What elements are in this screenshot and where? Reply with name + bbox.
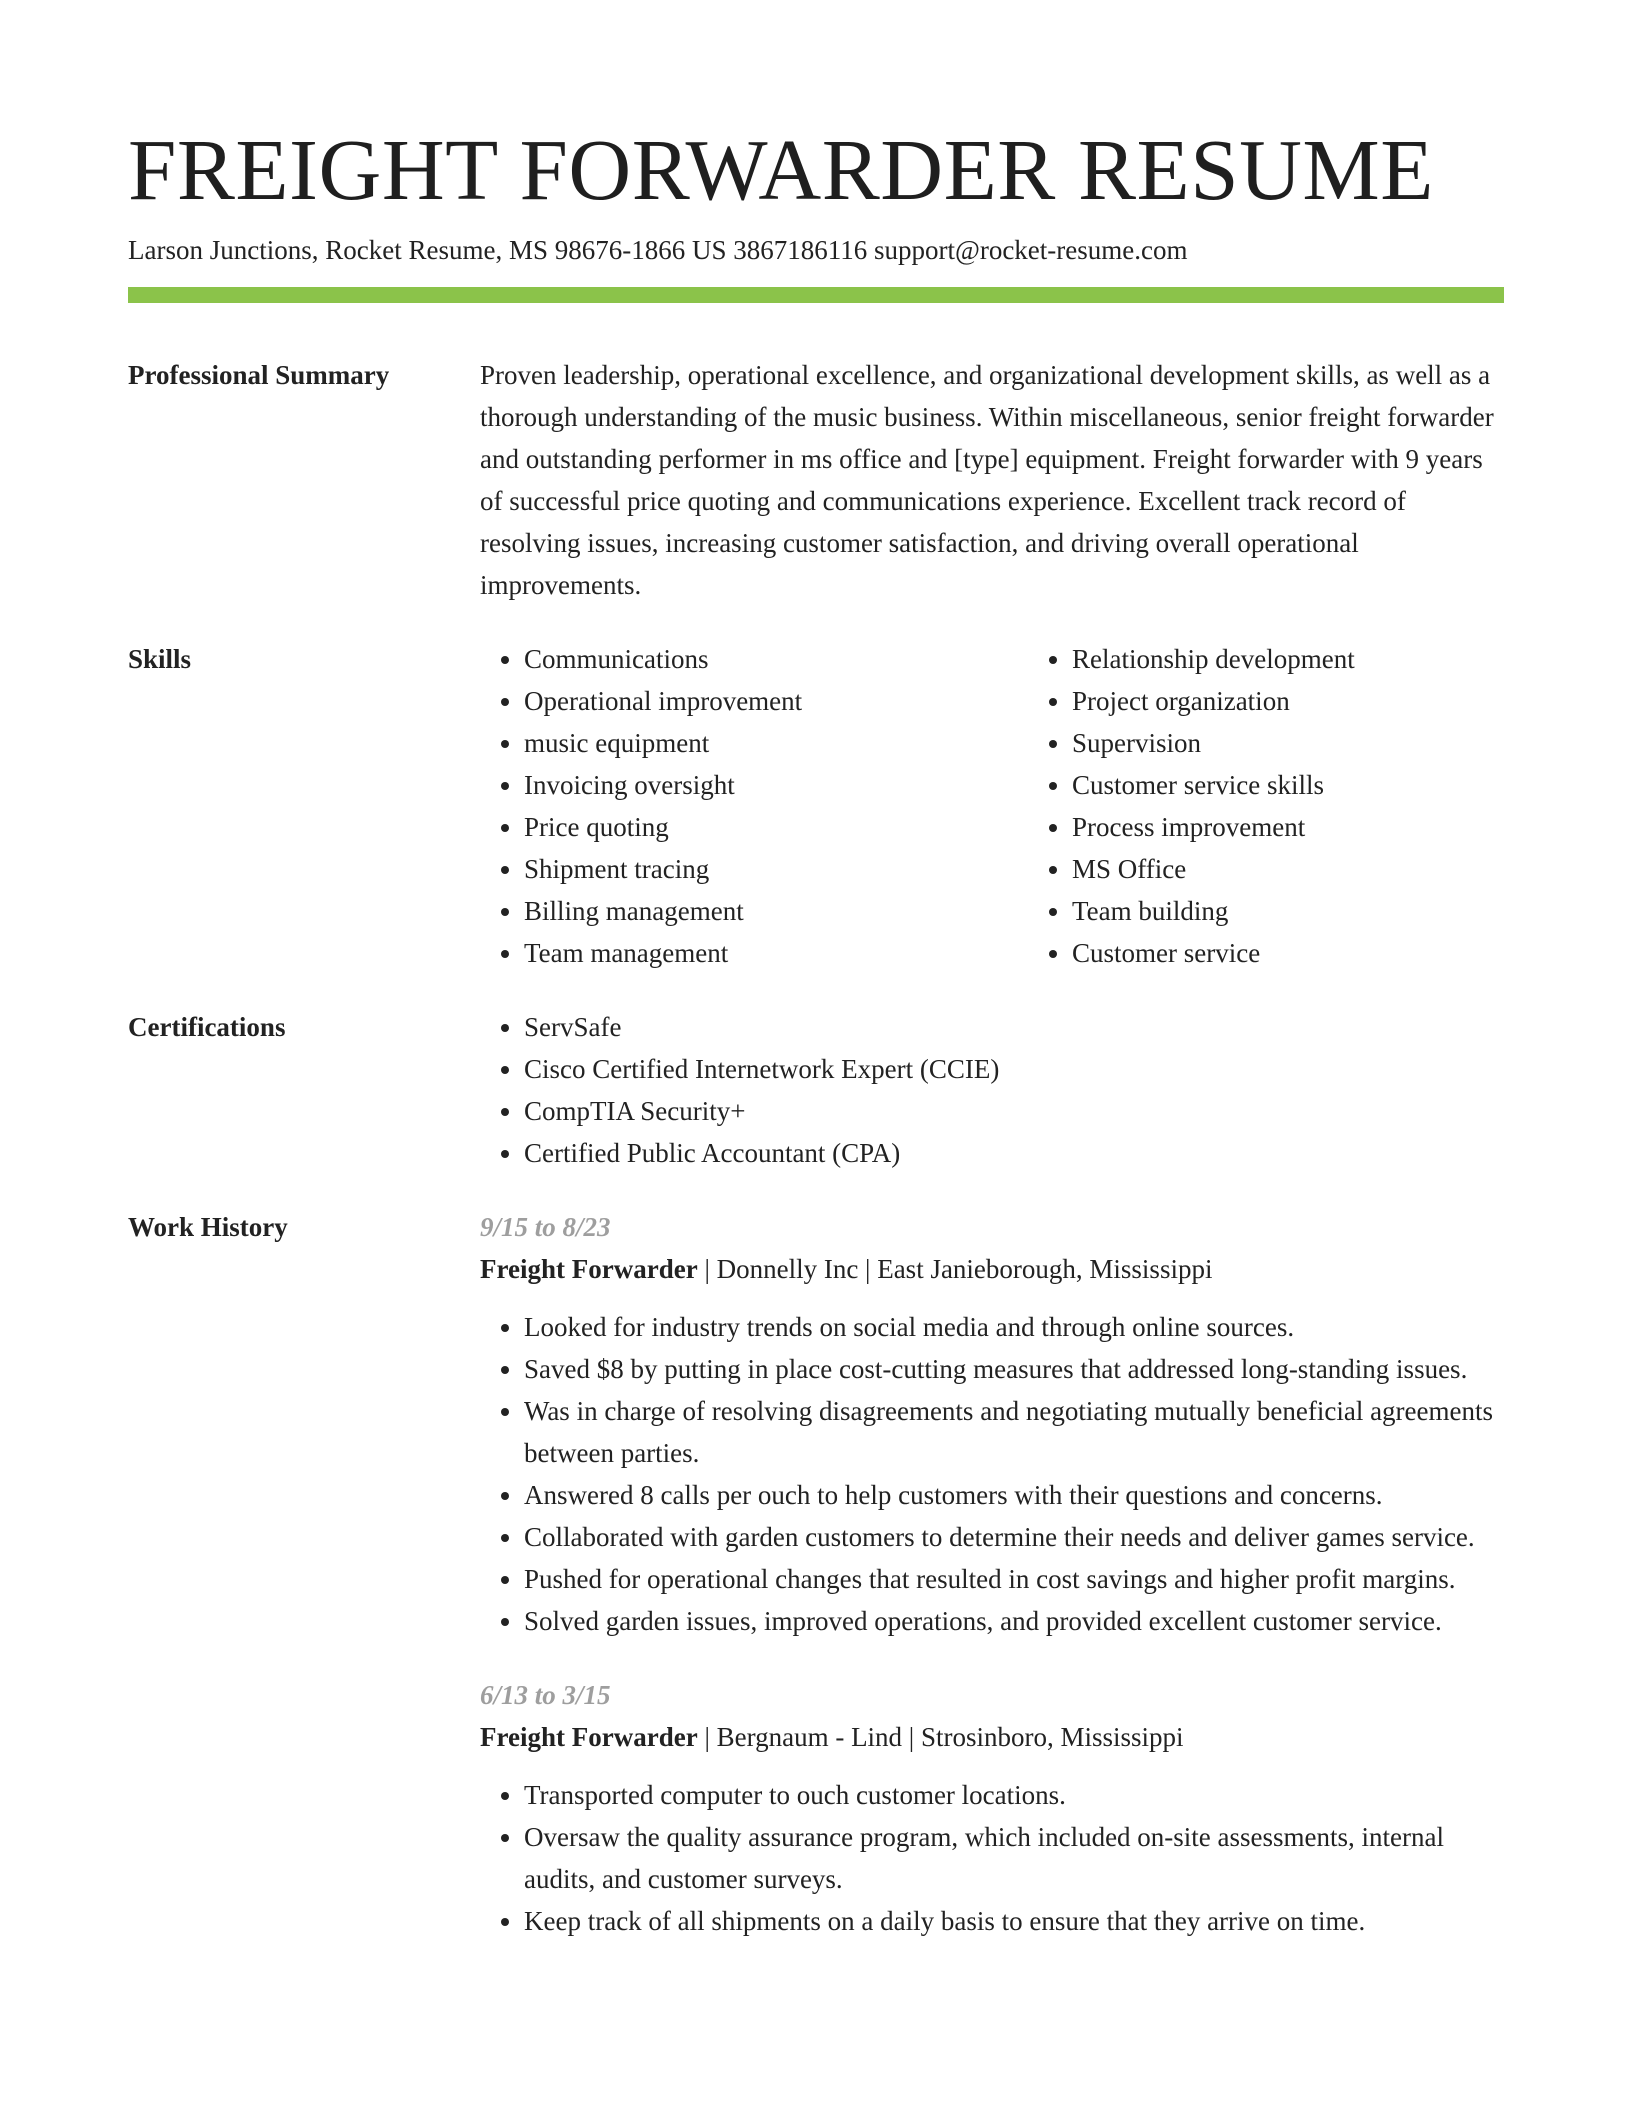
skill-item: • Shipment tracing [524, 848, 1028, 890]
job-bullets [480, 1774, 1504, 1942]
job-dates: 6/13 to 3/15 [480, 1680, 611, 1710]
certification-item: • Cisco Certified Internetwork Expert (CCIE) [524, 1048, 1504, 1090]
job-bullet: • Saved $8 by putting in place cost-cutting measures that addressed long-standing issues. [524, 1348, 1504, 1390]
skills-columns [480, 638, 1504, 974]
work-history-body [480, 1206, 1504, 1942]
certifications-list [480, 1006, 1504, 1174]
skill-item: • Invoicing oversight [524, 764, 1028, 806]
skill-item: • Team building [1072, 890, 1355, 932]
professional-summary-section [128, 354, 1504, 606]
skill-item: • Customer service [1072, 932, 1355, 974]
job-heading [480, 1248, 1504, 1290]
skill-item: • Price quoting [524, 806, 1028, 848]
job-bullet: • Pushed for operational changes that resulted in cost savings and higher profit margins. [524, 1558, 1504, 1600]
skill-item: • Operational improvement [524, 680, 1028, 722]
resume-page [128, 120, 1504, 1942]
skill-item: • Communications [524, 638, 1028, 680]
skill-item: • music equipment [524, 722, 1028, 764]
job-heading [480, 1716, 1504, 1758]
section-label-work-history: Work History [128, 1212, 288, 1242]
job-title: Freight Forwarder [480, 1254, 698, 1284]
skill-item: • Customer service skills [1072, 764, 1355, 806]
skills-section [128, 638, 1504, 974]
job-bullet: • Keep track of all shipments on a daily basis to ensure that they arrive on time. [524, 1900, 1504, 1942]
section-label-summary: Professional Summary [128, 360, 390, 390]
job-bullet: • Answered 8 calls per ouch to help customers with their questions and concerns. [524, 1474, 1504, 1516]
certifications-body [480, 1006, 1504, 1174]
summary-text: Proven leadership, operational excellence, and organizational development skills, as well as a thorough understanding of the music business. Within miscellaneous, senior freight forwarder and outstanding performer in ms office and [type] equipment. Freight forwarder with 9 years of successful price quoting and communications experience. Excellent track record of resolving issues, increasing customer satisfaction, and driving overall operational improvements. [480, 360, 1494, 600]
skill-item: • Team management [524, 932, 1028, 974]
accent-divider [128, 287, 1504, 303]
skills-list-left [480, 638, 1028, 974]
certification-item: • Certified Public Accountant (CPA) [524, 1132, 1504, 1174]
skill-item: • Supervision [1072, 722, 1355, 764]
job-details: | Bergnaum - Lind | Strosinboro, Mississippi [697, 1722, 1184, 1752]
job-details: | Donnelly Inc | East Janieborough, Mississippi [697, 1254, 1213, 1284]
job-bullets [480, 1306, 1504, 1642]
job-bullet: • Looked for industry trends on social media and through online sources. [524, 1306, 1504, 1348]
skill-item: • Billing management [524, 890, 1028, 932]
resume-title: FREIGHT FORWARDER RESUME [128, 121, 1434, 218]
certifications-section [128, 1006, 1504, 1174]
job-bullet: • Collaborated with garden customers to determine their needs and deliver games service. [524, 1516, 1504, 1558]
certification-item: • CompTIA Security+ [524, 1090, 1504, 1132]
job-bullet: • Oversaw the quality assurance program, which included on-site assessments, internal audits, and customer surveys. [524, 1816, 1504, 1900]
certification-item: • ServSafe [524, 1006, 1504, 1048]
section-label-certifications: Certifications [128, 1012, 286, 1042]
job-dates: 9/15 to 8/23 [480, 1212, 611, 1242]
job-bullet: • Solved garden issues, improved operations, and provided excellent customer service. [524, 1600, 1504, 1642]
work-history-section [128, 1206, 1504, 1942]
skills-list-right [1028, 638, 1355, 974]
job-entry [480, 1206, 1504, 1642]
skill-item: • Relationship development [1072, 638, 1355, 680]
job-bullet: • Transported computer to ouch customer locations. [524, 1774, 1504, 1816]
job-bullet: • Was in charge of resolving disagreements and negotiating mutually beneficial agreements between parties. [524, 1390, 1504, 1474]
contact-line: Larson Junctions, Rocket Resume, MS 98676-1866 US 3867186116 support@rocket-resume.com [128, 235, 1188, 265]
skill-item: • Project organization [1072, 680, 1355, 722]
section-label-skills: Skills [128, 644, 192, 674]
skill-item: • Process improvement [1072, 806, 1355, 848]
skill-item: • MS Office [1072, 848, 1355, 890]
job-entry [480, 1674, 1504, 1942]
job-title: Freight Forwarder [480, 1722, 698, 1752]
